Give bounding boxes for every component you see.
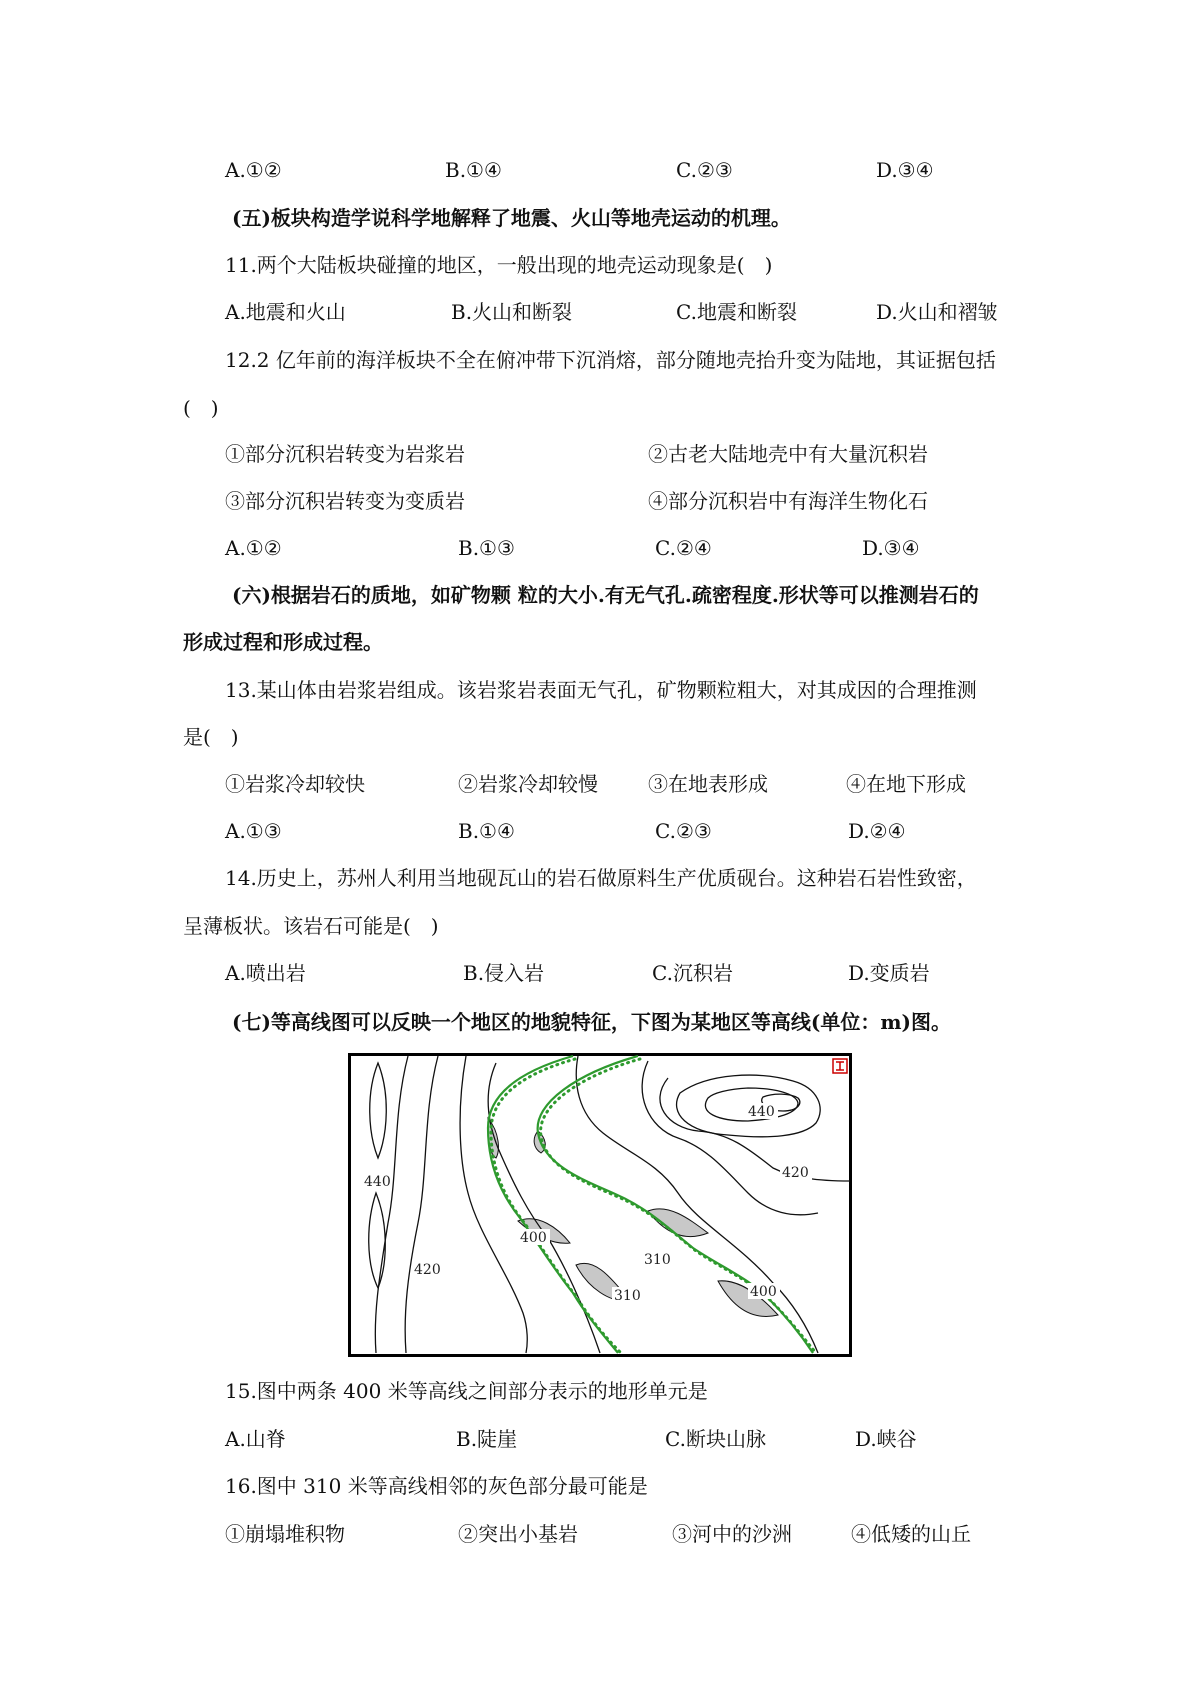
q12-option-a: A.①② (225, 536, 282, 560)
q12-stem-line2: ( ) (183, 396, 219, 420)
q12-option-c: C.②④ (655, 536, 712, 560)
q10-option-c: C.②③ (676, 158, 733, 182)
q13-statement-3: ③在地表形成 (648, 772, 768, 796)
q11-option-a: A.地震和火山 (225, 300, 346, 324)
q15-option-b: B.陡崖 (456, 1427, 518, 1451)
q13-statement-1: ①岩浆冷却较快 (225, 772, 365, 796)
contour-label: 400 (520, 1230, 547, 1246)
q14-option-a: A.喷出岩 (225, 961, 306, 985)
contour-label: 420 (414, 1262, 441, 1278)
q10-option-d: D.③④ (876, 158, 934, 182)
q14-stem-line1: 14.历史上，苏州人利用当地砚瓦山的岩石做原料生产优质砚台。这种岩石岩性致密， (225, 866, 977, 890)
q12-option-b: B.①③ (458, 536, 515, 560)
q15-stem: 15.图中两条 400 米等高线之间部分表示的地形单元是 (225, 1379, 708, 1403)
section6-heading-line1: (六)根据岩石的质地，如矿物颗 粒的大小.有无气孔.疏密程度.形状等可以推测岩石的 (232, 583, 979, 607)
q13-statement-2: ②岩浆冷却较慢 (458, 772, 598, 796)
contour-label: 440 (364, 1174, 391, 1190)
q11-option-b: B.火山和断裂 (451, 300, 573, 324)
q15-option-c: C.断块山脉 (665, 1427, 766, 1451)
q14-option-b: B.侵入岩 (463, 961, 545, 985)
q13-option-c: C.②③ (655, 819, 712, 843)
section7-heading: (七)等高线图可以反映一个地区的地貌特征，下图为某地区等高线(单位：m)图。 (232, 1010, 952, 1034)
q10-option-b: B.①④ (445, 158, 502, 182)
q16-stem: 16.图中 310 米等高线相邻的灰色部分最可能是 (225, 1474, 648, 1498)
q12-stem-line1: 12.2 亿年前的海洋板块不全在俯冲带下沉消熔，部分随地壳抬升变为陆地，其证据包括 (225, 348, 996, 372)
q11-option-c: C.地震和断裂 (676, 300, 797, 324)
section5-heading: (五)板块构造学说科学地解释了地震、火山等地壳运动的机理。 (232, 206, 791, 230)
q15-option-d: D.峡谷 (855, 1427, 917, 1451)
q11-option-d: D.火山和褶皱 (876, 300, 998, 324)
q12-option-d: D.③④ (862, 536, 920, 560)
q12-statement-4: ④部分沉积岩中有海洋生物化石 (648, 489, 928, 513)
q13-option-b: B.①④ (458, 819, 515, 843)
q16-statement-4: ④低矮的山丘 (851, 1522, 971, 1546)
contour-label: 440 (748, 1104, 775, 1120)
contour-label: 310 (644, 1252, 671, 1268)
q16-statement-1: ①崩塌堆积物 (225, 1522, 345, 1546)
q16-statement-3: ③河中的沙洲 (672, 1522, 792, 1546)
contour-label: 400 (750, 1284, 777, 1300)
q14-option-c: C.沉积岩 (652, 961, 733, 985)
q13-stem-line2: 是( ) (183, 725, 239, 749)
q14-option-d: D.变质岩 (848, 961, 930, 985)
q15-option-a: A.山脊 (225, 1427, 286, 1451)
contour-label: 420 (782, 1165, 809, 1181)
q16-statement-2: ②突出小基岩 (458, 1522, 578, 1546)
q12-statement-2: ②古老大陆地壳中有大量沉积岩 (648, 442, 928, 466)
q10-option-a: A.①② (225, 158, 282, 182)
q12-statement-1: ①部分沉积岩转变为岩浆岩 (225, 442, 465, 466)
q14-stem-line2: 呈薄板状。该岩石可能是( ) (183, 914, 439, 938)
q13-stem-line1: 13.某山体由岩浆岩组成。该岩浆岩表面无气孔，矿物颗粒粗大，对其成因的合理推测 (225, 678, 977, 702)
q12-statement-3: ③部分沉积岩转变为变质岩 (225, 489, 465, 513)
contour-label: 310 (614, 1288, 641, 1304)
contour-map (348, 1053, 852, 1357)
q13-option-a: A.①③ (225, 819, 282, 843)
q13-statement-4: ④在地下形成 (846, 772, 966, 796)
q11-stem: 11.两个大陆板块碰撞的地区，一般出现的地壳运动现象是( ) (225, 253, 773, 277)
map-frame (350, 1055, 851, 1356)
q13-option-d: D.②④ (848, 819, 906, 843)
section6-heading-line2: 形成过程和形成过程。 (183, 630, 383, 654)
